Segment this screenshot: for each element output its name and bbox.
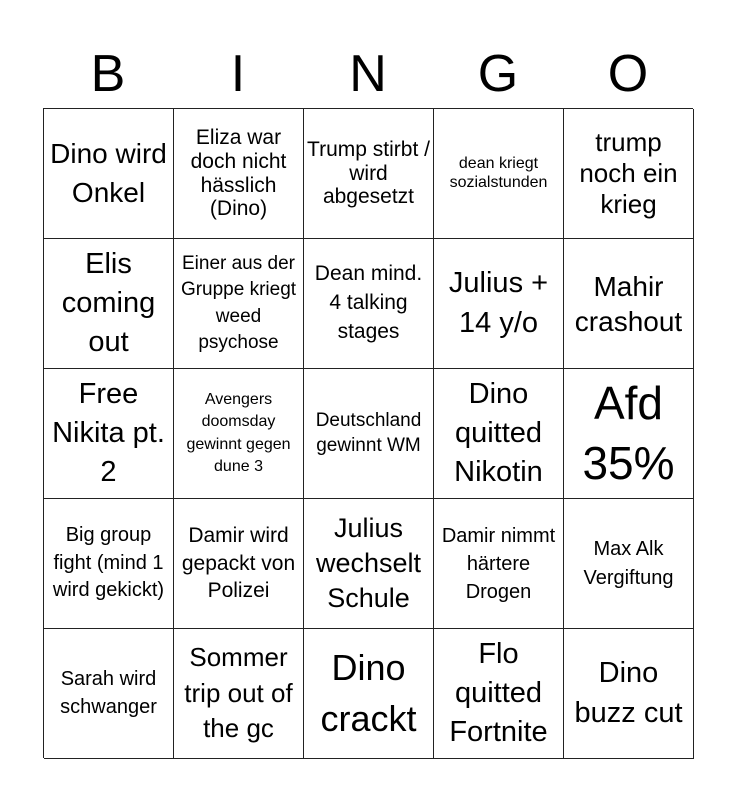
bingo-cell[interactable]: Dino quitted Nikotin [434, 369, 564, 499]
bingo-cell[interactable]: Deutschland gewinnt WM [304, 369, 434, 499]
header-letter-n: N [349, 45, 387, 103]
bingo-cell[interactable]: Dino wird Onkel [44, 109, 174, 239]
header-letter-o: O [607, 45, 649, 103]
bingo-cell[interactable]: Dino crackt [304, 629, 434, 759]
bingo-cell[interactable]: Trump stirbt / wird abgesetzt [304, 109, 434, 239]
bingo-cell[interactable]: Damir wird gepackt von Polizei [174, 499, 304, 629]
bingo-cell[interactable]: Sarah wird schwanger [44, 629, 174, 759]
header-letter-g: G [477, 45, 519, 103]
bingo-cell[interactable]: Dean mind. 4 talking stages [304, 239, 434, 369]
bingo-cell[interactable]: Avengers doomsday gewinnt gegen dune 3 [174, 369, 304, 499]
bingo-cell[interactable]: Julius wechselt Schule [304, 499, 434, 629]
bingo-cell[interactable]: Dino buzz cut [564, 629, 694, 759]
bingo-cell[interactable]: Eliza war doch nicht hässlich (Dino) [174, 109, 304, 239]
bingo-cell[interactable]: Damir nimmt härtere Drogen [434, 499, 564, 629]
bingo-cell[interactable]: trump noch ein krieg [564, 109, 694, 239]
bingo-cell[interactable]: dean kriegt sozialstunden [434, 109, 564, 239]
bingo-grid [43, 108, 693, 758]
bingo-cell[interactable]: Big group fight (mind 1 wird gekickt) [44, 499, 174, 629]
bingo-cell[interactable]: Sommer trip out of the gc [174, 629, 304, 759]
bingo-cell[interactable]: Flo quitted Fortnite [434, 629, 564, 759]
header-letter-i: I [230, 45, 246, 103]
header-letter-b: B [90, 45, 126, 103]
bingo-cell[interactable]: Afd 35% [564, 369, 694, 499]
bingo-cell[interactable]: Max Alk Vergiftung [564, 499, 694, 629]
bingo-header [43, 40, 693, 108]
bingo-cell[interactable]: Mahir crashout [564, 239, 694, 369]
bingo-cell[interactable]: Free Nikita pt. 2 [44, 369, 174, 499]
bingo-cell[interactable]: Elis coming out [44, 239, 174, 369]
bingo-cell[interactable]: Einer aus der Gruppe kriegt weed psychose [174, 239, 304, 369]
bingo-cell[interactable]: Julius + 14 y/o [434, 239, 564, 369]
